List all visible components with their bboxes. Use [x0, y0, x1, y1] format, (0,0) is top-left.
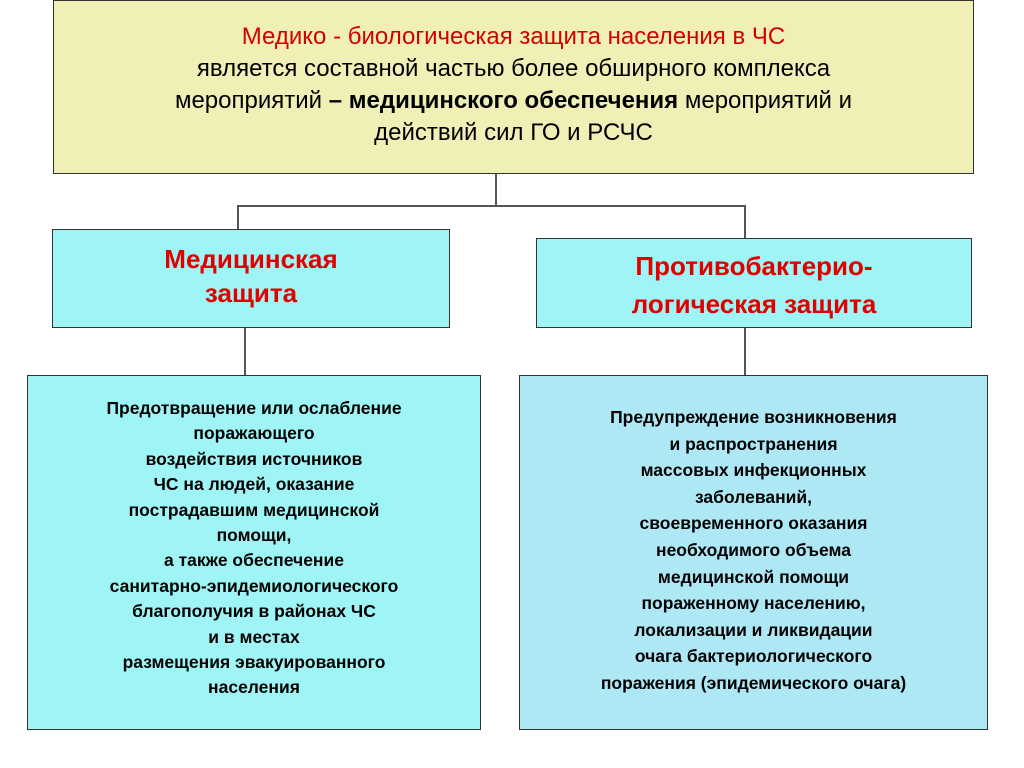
- top-definition-box: [53, 0, 974, 174]
- left-body-line: поражающего: [193, 423, 315, 444]
- right-body-line: очага бактериологического: [634, 646, 873, 667]
- right-body-line: заболеваний,: [694, 486, 813, 507]
- antibacterial-protection-description-box: [519, 375, 988, 730]
- right-body-line: локализации и ликвидации: [634, 619, 873, 640]
- left-body-line: Предотвращение или ослабление: [106, 398, 402, 418]
- left-body-line: пострадавшим медицинской: [128, 499, 380, 520]
- connector-left-body: [244, 328, 246, 375]
- connector-right-down: [744, 205, 746, 238]
- connector-top-vertical: [495, 174, 497, 206]
- right-body-line: массовых инфекционных: [640, 460, 867, 481]
- left-body-line: и в местах: [208, 626, 300, 647]
- right-body-line: медицинской помощи: [657, 566, 850, 587]
- top-title: Медико - биологическая защита населения в ЧС: [241, 23, 786, 50]
- right-body-line: необходимого объема: [656, 539, 851, 560]
- left-body-line: воздействия источников: [145, 448, 363, 469]
- left-body-line: размещения эвакуированного: [122, 652, 386, 673]
- left-body-line: санитарно-эпидемиологического: [109, 575, 399, 596]
- top-line-3-end: мероприятий и: [678, 87, 853, 114]
- connector-left-down: [237, 205, 239, 229]
- top-line-3-start: мероприятий: [174, 87, 329, 114]
- right-body-line: пораженному населению,: [641, 593, 866, 614]
- left-body-line: населения: [208, 677, 300, 698]
- medical-protection-heading-box: [52, 229, 450, 328]
- connector-horizontal: [237, 205, 746, 207]
- top-line-3: [54, 85, 973, 117]
- right-heading-line-2: логическая защита: [631, 289, 877, 319]
- right-body-line: поражения (эпидемического очага): [600, 672, 907, 693]
- top-line-3-bold: – медицинского обеспечения: [328, 87, 679, 114]
- connector-right-body: [744, 328, 746, 375]
- left-body-line: помощи,: [216, 525, 292, 546]
- right-body-line: и распространения: [669, 433, 838, 454]
- right-body-line: Предупреждение возникновения: [610, 407, 897, 427]
- left-body-line: а также обеспечение: [164, 550, 344, 571]
- right-body-line: своевременного оказания: [639, 513, 868, 534]
- left-heading-line-2: защита: [204, 278, 298, 308]
- left-body-line: ЧС на людей, оказание: [153, 474, 355, 495]
- antibacterial-protection-heading-box: [536, 238, 972, 328]
- top-line-2: является составной частью более обширного комплекса: [196, 55, 831, 82]
- medical-protection-description-box: [27, 375, 481, 730]
- top-line-4: действий сил ГО и РСЧС: [374, 119, 653, 146]
- right-heading-line-1: Противобактерио-: [635, 251, 873, 281]
- left-heading-line-1: Медицинская: [164, 244, 338, 274]
- left-body-line: благополучия в районах ЧС: [132, 601, 376, 622]
